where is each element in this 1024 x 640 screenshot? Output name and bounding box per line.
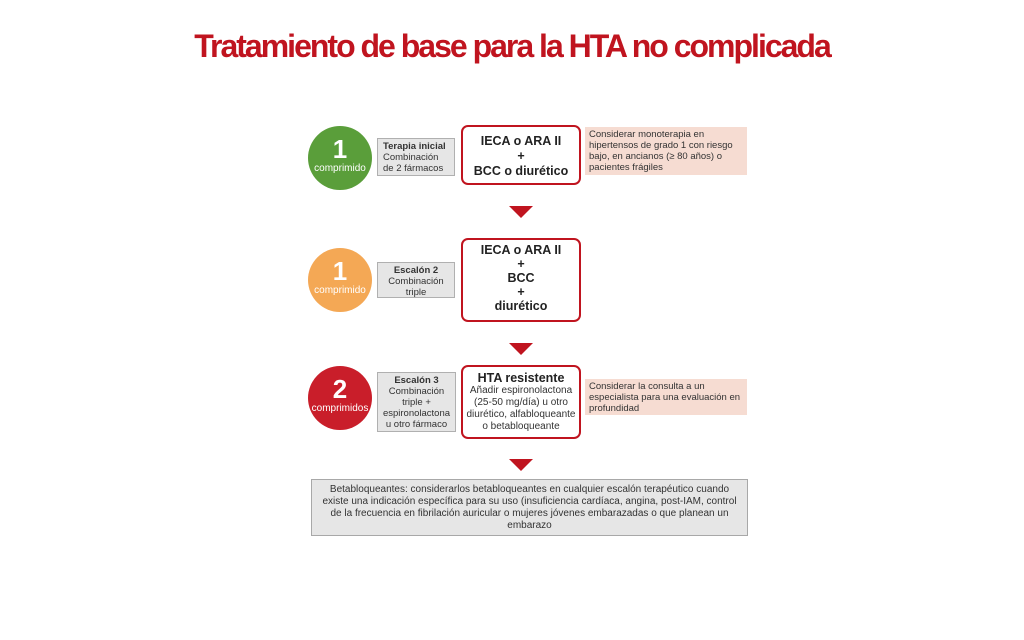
step3-treatment-line: Añadir espironolactona (469, 385, 573, 396)
step3-stage-line: triple + (402, 397, 431, 408)
down-arrow-icon (509, 343, 533, 355)
step3-stage-line: u otro fármaco (385, 419, 448, 430)
step3-stage-line: espironolactona (382, 408, 451, 419)
step1-treatment-line: + (517, 149, 525, 163)
step2-dose-circle (308, 248, 372, 312)
page-title: Tratamiento de base para la HTA no complicada (194, 28, 830, 64)
step3-treatment-line: o betabloqueante (482, 421, 560, 432)
step2-treatment-line: + (517, 285, 525, 299)
step2-dose-number: 1 (332, 256, 348, 286)
step1-stage-line: de 2 fármacos (383, 163, 444, 174)
step3-treatment-box (461, 365, 581, 439)
step3-dose-circle (308, 366, 372, 430)
step2-stage-line: triple (405, 287, 427, 298)
step2-treatment-line: IECA o ARA II (480, 243, 562, 257)
step2-treatment-line: + (517, 257, 525, 271)
step2-treatment-line: BCC (507, 271, 535, 285)
step1-stage-heading: Terapia inicial (383, 141, 446, 152)
step1-dose-number: 1 (332, 134, 348, 164)
step1-dose-label: comprimido (314, 163, 366, 174)
down-arrow-icon (509, 459, 533, 471)
step3-treatment-title: HTA resistente (477, 371, 565, 385)
step2-treatment-box (461, 238, 581, 322)
step3-note: Considerar la consulta a un especialista para una evaluación en profundidad (585, 379, 747, 415)
step2-stage-line: Combinación (388, 276, 444, 287)
down-arrow-icon (509, 206, 533, 218)
step1-stage-label (377, 138, 455, 176)
step1-note: Considerar monoterapia en hipertensos de grado 1 con riesgo bajo, en ancianos (≥ 80 años) o pacientes frágiles (585, 127, 747, 175)
step2-treatment-line: diurético (494, 299, 548, 313)
step2-stage-label (377, 262, 455, 298)
step3-stage-heading: Escalón 3 (394, 375, 439, 386)
step1-treatment-box (461, 125, 581, 185)
step3-stage-line: Combinación (388, 386, 445, 397)
step3-dose-number: 2 (332, 374, 348, 404)
step2-stage-heading: Escalón 2 (393, 265, 439, 276)
betablockers-note: Betabloqueantes: considerarlos betabloqueantes en cualquier escalón terapéutico cuando existe una indicación específica para su uso (insuficiencia cardíaca, angina, post-IAM, control de la frecuencia en fibrilación auricular o mujeres jóvenes embarazadas o que planean un embarazo (311, 479, 748, 536)
step1-treatment-line: IECA o ARA II (480, 134, 562, 148)
step1-stage-line: Combinación (383, 152, 439, 163)
step2-dose-label: comprimido (314, 285, 366, 296)
step3-stage-label (377, 372, 456, 432)
step3-dose-label: comprimidos (311, 403, 369, 414)
step3-treatment-line: diurético, alfabloqueante (466, 409, 576, 420)
step3-treatment-line: (25-50 mg/día) u otro (474, 397, 568, 408)
step1-dose-circle (308, 126, 372, 190)
step1-treatment-line: BCC o diurético (473, 164, 569, 178)
